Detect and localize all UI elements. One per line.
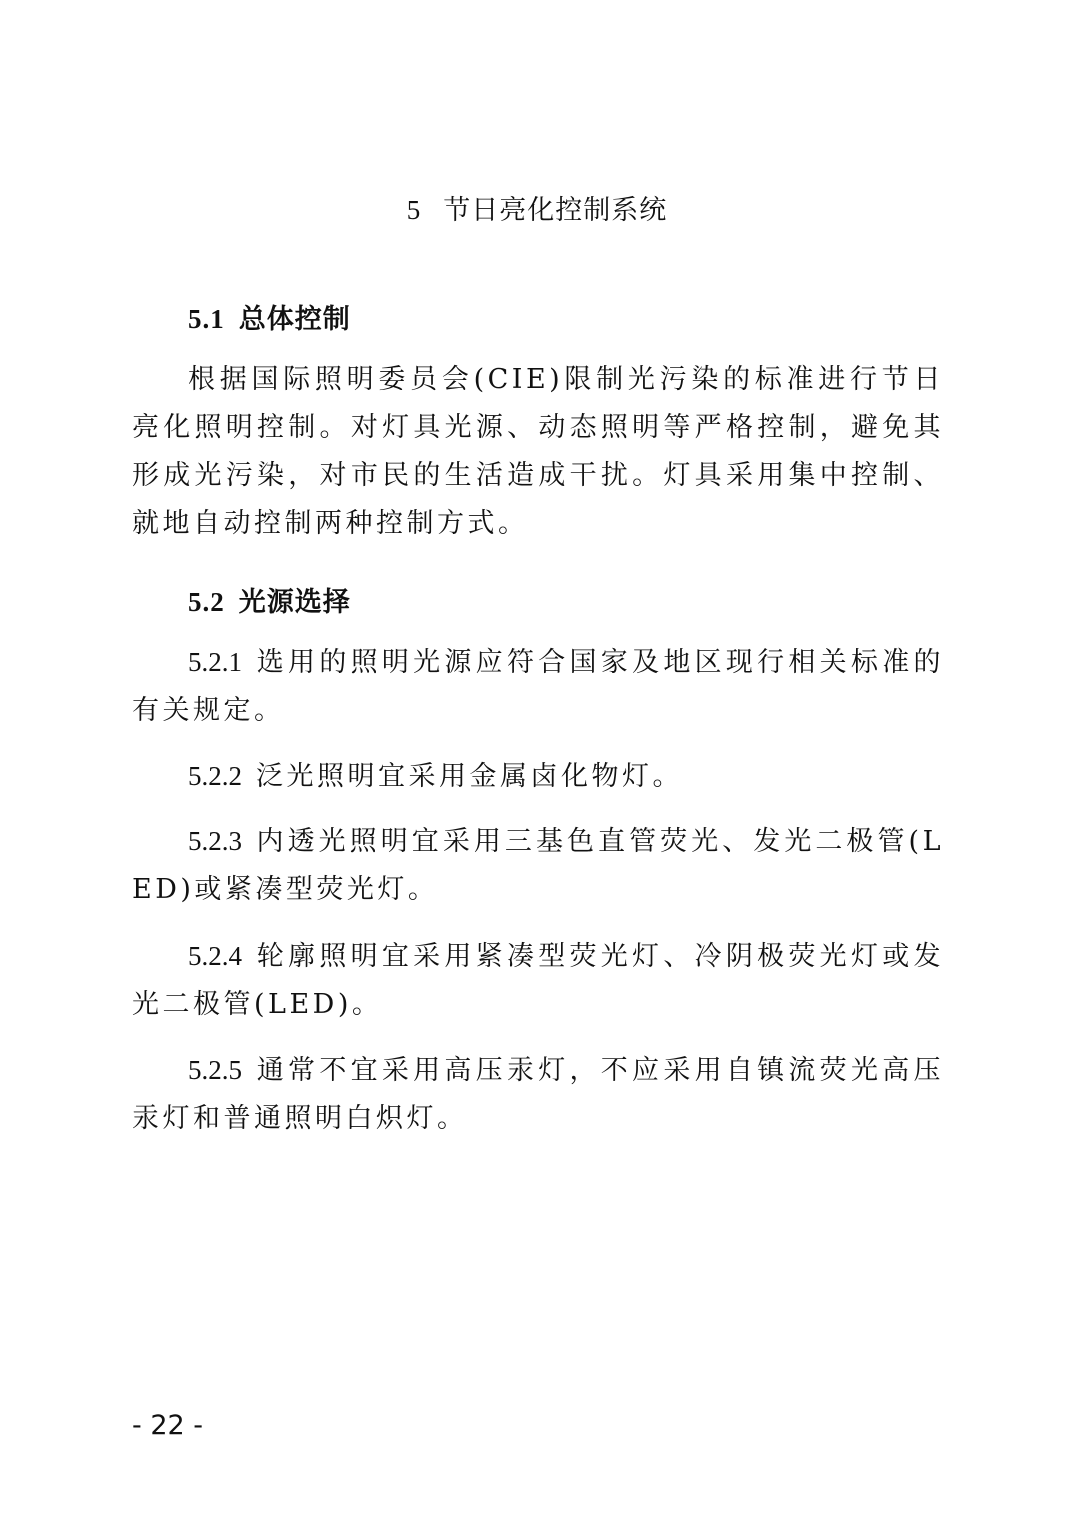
section-heading-5-2 [188, 580, 351, 619]
section-heading-5-1 [188, 297, 351, 336]
clause-number: 5.2.3 [188, 826, 242, 856]
clause-5-2-3 [132, 817, 944, 914]
paragraph-5-1: 根据国际照明委员会(CIE)限制光污染的标准进行节日亮化照明控制。对灯具光源、动态照明等严格控制，避免其形成光污染，对市民的生活造成干扰。灯具采用集中控制、就地自动控制两种控制方式。 [132, 364, 944, 539]
clause-number: 5.2.2 [188, 761, 242, 791]
clause-text: 泛光照明宜采用金属卤化物灯。 [256, 761, 683, 792]
clause-text: 轮廓照明宜采用紧凑型荧光灯、冷阴极荧光灯或发光二极管(LED)。 [132, 941, 944, 1020]
clause-number: 5.2.5 [188, 1055, 242, 1085]
clause-text: 通常不宜采用高压汞灯，不应采用自镇流荧光高压汞灯和普通照明白炽灯。 [132, 1055, 944, 1134]
clause-number: 5.2.4 [188, 941, 242, 971]
chapter-title [0, 188, 1074, 227]
section-title: 光源选择 [238, 587, 351, 618]
section-number: 5.1 [188, 304, 225, 334]
clause-5-2-5 [132, 1046, 944, 1143]
clause-5-2-2 [132, 752, 944, 801]
clause-5-2-4 [132, 932, 944, 1029]
clause-text: 内透光照明宜采用三基色直管荧光、发光二极管(LED)或紧凑型荧光灯。 [132, 826, 944, 905]
clause-number: 5.2.1 [188, 647, 242, 677]
chapter-title-text: 节日亮化控制系统 [443, 195, 668, 226]
section-title: 总体控制 [238, 304, 351, 335]
chapter-number: 5 [406, 195, 422, 225]
section-number: 5.2 [188, 587, 225, 617]
clause-text: 选用的照明光源应符合国家及地区现行相关标准的有关规定。 [132, 647, 944, 726]
page-number: - 22 - [132, 1410, 204, 1441]
clause-5-2-1 [132, 638, 944, 735]
